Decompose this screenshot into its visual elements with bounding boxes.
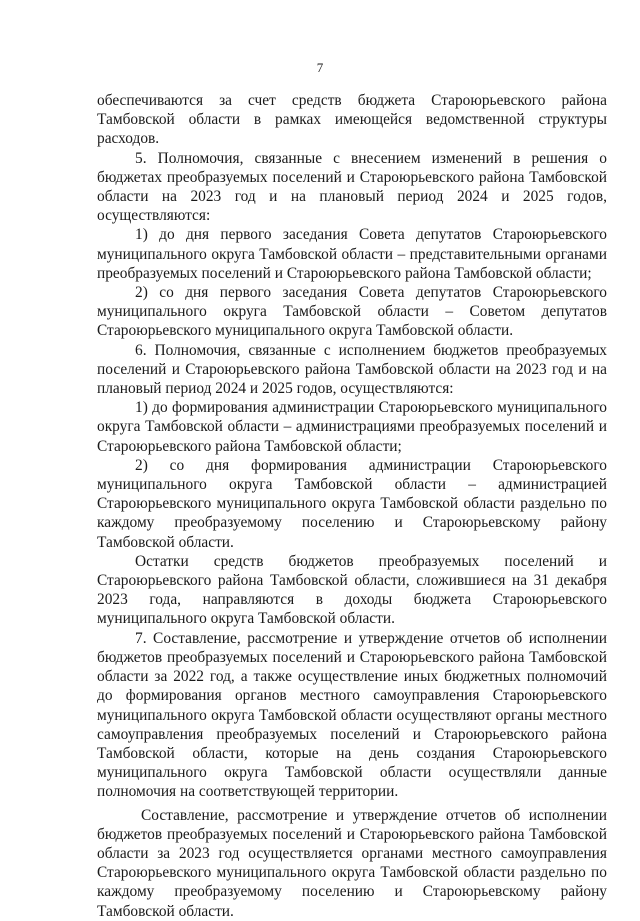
paragraph-item-5-1: 1) до дня первого заседания Совета депутатов Староюрьевского муниципального округа Тамбовской области – представительными органами преобразуемых поселений и Староюрьевского района Тамбовской области;: [97, 226, 607, 282]
paragraph-item-6-2: 2) со дня формирования администрации Староюрьевского муниципального округа Тамбовской области – администрацией Староюрьевского муниципального округа Тамбовской области раздельно по каждому преобразуемому поселению и Староюрьевскому району Тамбовской области.: [97, 456, 607, 551]
paragraph-reports-2023: Составление, рассмотрение и утверждение отчетов об исполнении бюджетов преобразуемых поселений и Староюрьевского района Тамбовской области за 2023 год осуществляется органами местного самоуправления Староюрьевского муниципального округа Тамбовской области раздельно по каждому преобразуемому поселению и Староюрьевскому району Тамбовской области.: [97, 806, 607, 920]
page-number: 7: [316, 60, 324, 75]
paragraph-item-5: 5. Полномочия, связанные с внесением изменений в решения о бюджетах преобразуемых поселений и Староюрьевского района Тамбовской области на 2023 год и на плановый период 2024 и 2025 годов, осуществляются:: [97, 149, 607, 225]
paragraph-item-5-2: 2) со дня первого заседания Совета депутатов Староюрьевского муниципального округа Тамбовской области – Советом депутатов Староюрьевского муниципального округа Тамбовской области.: [97, 284, 607, 340]
paragraph-balances: Остатки средств бюджетов преобразуемых поселений и Староюрьевского района Тамбовской области, сложившиеся на 31 декабря 2023 года, направляются в доходы бюджета Староюрьевского муниципального округа Тамбовской области.: [97, 552, 607, 628]
document-body: [97, 91, 607, 921]
paragraph-item-6: 6. Полномочия, связанные с исполнением бюджетов преобразуемых поселений и Староюрьевского района Тамбовской области на 2023 год и на плановый период 2024 и 2025 годов, осуществляются:: [97, 341, 607, 398]
paragraph-item-7: 7. Составление, рассмотрение и утверждение отчетов об исполнении бюджетов преобразуемых поселений и Староюрьевского района Тамбовской области за 2022 год, а также осуществление иных бюджетных полномочий до формирования органов местного самоуправления Староюрьевского муниципального округа Тамбовской области осуществляют органы местного самоуправления преобразуемых поселений и Староюрьевского района Тамбовской области, которые на день создания Староюрьевского муниципального округа Тамбовской области осуществляли данные полномочия на соответствующей территории.: [97, 629, 607, 801]
paragraph-item-6-1: 1) до формирования администрации Староюрьевского муниципального округа Тамбовской области – администрациями преобразуемых поселений и Староюрьевского района Тамбовской области;: [97, 399, 607, 455]
paragraph-continuation: обеспечиваются за счет средств бюджета Староюрьевского района Тамбовской области в рамках имеющейся ведомственной структуры расходов.: [97, 92, 607, 148]
